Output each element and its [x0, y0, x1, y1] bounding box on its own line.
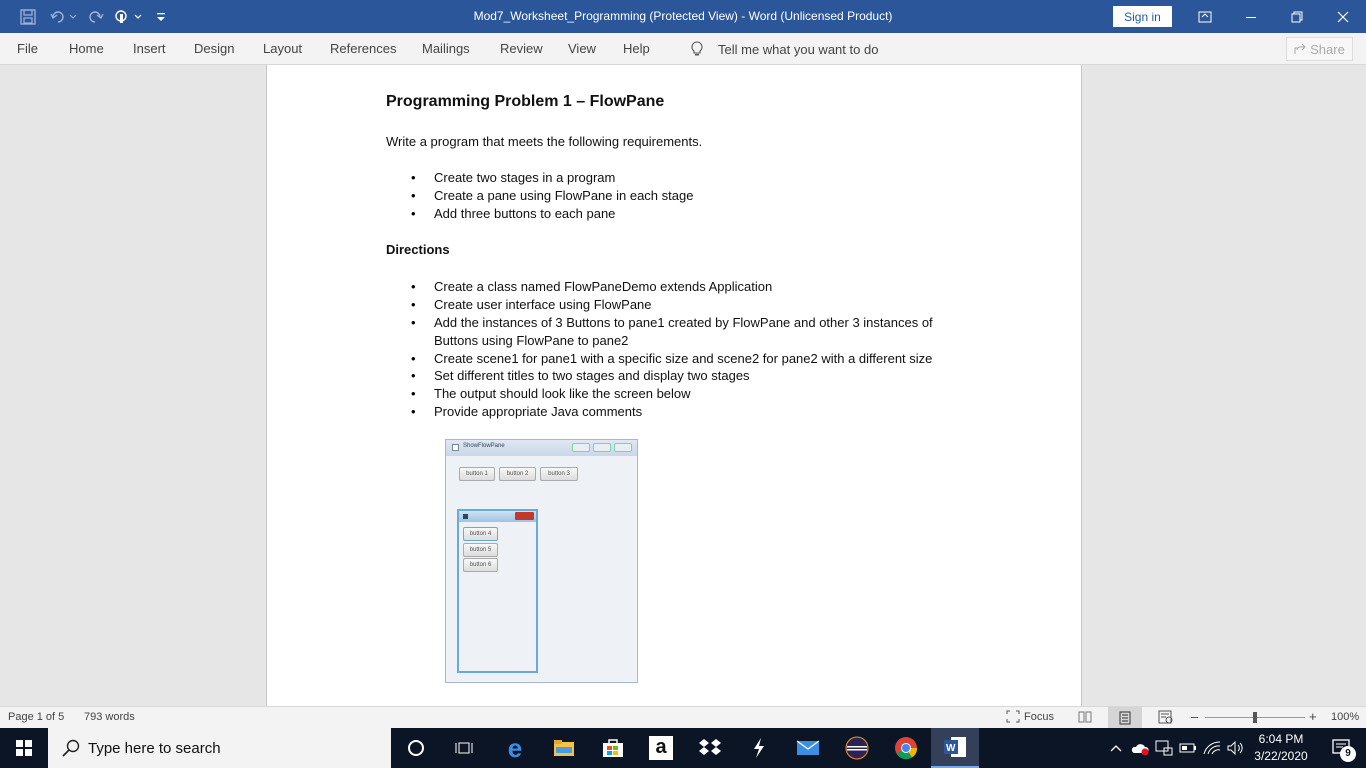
- svg-text:W: W: [946, 743, 956, 754]
- bullet-dot: •: [411, 315, 416, 330]
- java-button: button 3: [540, 467, 578, 481]
- tab-home[interactable]: Home: [69, 41, 104, 56]
- tab-view[interactable]: View: [568, 41, 596, 56]
- direction-item: Create a class named FlowPaneDemo extends Application: [434, 279, 773, 294]
- zoom-slider-thumb[interactable]: [1253, 712, 1257, 723]
- restore-icon[interactable]: [1274, 0, 1320, 33]
- focus-icon: [1006, 710, 1020, 723]
- tab-help[interactable]: Help: [623, 41, 650, 56]
- java-button: button 4: [463, 527, 498, 541]
- amazon-icon[interactable]: a: [637, 728, 685, 768]
- search-placeholder: Type here to search: [88, 739, 221, 757]
- bullet-dot: •: [411, 404, 416, 419]
- taskbar-search-box[interactable]: [48, 728, 391, 768]
- requirement-item: Add three buttons to each pane: [434, 206, 616, 221]
- document-canvas: [0, 65, 1366, 706]
- second-java-titlebar: [459, 511, 536, 522]
- zoom-in-button[interactable]: +: [1309, 709, 1317, 724]
- cortana-icon[interactable]: [392, 728, 440, 768]
- lightning-app-icon[interactable]: [735, 728, 783, 768]
- requirement-item: Create two stages in a program: [434, 170, 616, 185]
- task-view-icon[interactable]: [440, 728, 488, 768]
- lightbulb-icon: [690, 41, 712, 57]
- bullet-dot: •: [411, 170, 416, 185]
- java-button: button 6: [463, 558, 498, 572]
- tell-me-label: Tell me what you want to do: [718, 41, 879, 57]
- requirement-item: Create a pane using FlowPane in each stage: [434, 188, 694, 203]
- zoom-slider[interactable]: [1205, 717, 1305, 718]
- web-layout-icon[interactable]: [1158, 710, 1174, 724]
- tab-review[interactable]: Review: [500, 41, 543, 56]
- bullet-dot: •: [411, 188, 416, 203]
- notification-count-badge: 9: [1340, 746, 1356, 762]
- java-button: button 1: [459, 467, 495, 481]
- onedrive-icon[interactable]: [1128, 728, 1152, 768]
- tab-insert[interactable]: Insert: [133, 41, 166, 56]
- ribbon-tabs: [0, 33, 1366, 65]
- tab-file[interactable]: File: [17, 41, 38, 56]
- java-button: button 2: [499, 467, 536, 481]
- ribbon-display-options-icon[interactable]: [1182, 0, 1228, 33]
- direction-item: Create user interface using FlowPane: [434, 297, 652, 312]
- bullet-dot: •: [411, 206, 416, 221]
- java-window-titlebar: [446, 440, 637, 456]
- java-app-icon: [463, 514, 468, 519]
- java-maximize-icon: [593, 443, 611, 452]
- volume-icon[interactable]: [1224, 728, 1248, 768]
- page-count[interactable]: Page 1 of 5: [8, 711, 65, 723]
- direction-item: Add the instances of 3 Buttons to pane1 created by FlowPane and other 3 instances of: [434, 315, 933, 330]
- window-title: Mod7_Worksheet_Programming (Protected View) - Word (Unlicensed Product): [473, 9, 893, 23]
- java-button: button 5: [463, 543, 498, 557]
- close-icon[interactable]: [1320, 0, 1366, 33]
- minimize-icon[interactable]: [1228, 0, 1274, 33]
- document-heading: Programming Problem 1 – FlowPane: [386, 93, 665, 110]
- system-clock[interactable]: [1252, 731, 1310, 765]
- chrome-icon[interactable]: [882, 728, 930, 768]
- direction-item: The output should look like the screen below: [434, 386, 691, 401]
- tab-mailings[interactable]: Mailings: [422, 41, 470, 56]
- tab-layout[interactable]: Layout: [263, 41, 303, 56]
- directions-heading: Directions: [386, 242, 450, 257]
- word-count[interactable]: 793 words: [84, 711, 135, 723]
- clock-time: 6:04 PM: [1258, 732, 1304, 746]
- direction-item-continued: Buttons using FlowPane to pane2: [434, 333, 629, 348]
- java-app-icon: [452, 444, 459, 451]
- focus-button[interactable]: [1006, 710, 1054, 723]
- notifications-icon[interactable]: [1318, 728, 1366, 768]
- title-bar: [0, 0, 1366, 33]
- share-label: Share: [1310, 41, 1345, 57]
- document-page: [266, 65, 1082, 706]
- output-screenshot-image: [445, 439, 638, 683]
- share-icon: [1294, 43, 1306, 55]
- network-device-icon[interactable]: [1152, 728, 1176, 768]
- share-button[interactable]: [1286, 37, 1353, 61]
- microsoft-store-icon[interactable]: [589, 728, 637, 768]
- second-java-window: [457, 509, 538, 673]
- zoom-level[interactable]: 100%: [1331, 711, 1360, 723]
- search-icon: [62, 739, 80, 757]
- clock-date: 3/22/2020: [1254, 749, 1308, 763]
- wifi-icon[interactable]: [1200, 728, 1224, 768]
- java-close-icon: [614, 443, 632, 452]
- battery-icon[interactable]: [1176, 728, 1200, 768]
- file-explorer-icon[interactable]: [540, 728, 588, 768]
- focus-label: Focus: [1024, 710, 1054, 723]
- java-close-icon: [515, 512, 534, 520]
- bullet-dot: •: [411, 297, 416, 312]
- tab-references[interactable]: References: [330, 41, 397, 56]
- tell-me-search[interactable]: [690, 33, 878, 65]
- edge-browser-icon[interactable]: e: [507, 733, 523, 763]
- windows-start-icon[interactable]: [0, 728, 48, 768]
- eclipse-icon[interactable]: [833, 728, 881, 768]
- java-minimize-icon: [572, 443, 590, 452]
- bullet-dot: •: [411, 279, 416, 294]
- direction-item: Create scene1 for pane1 with a specific size and scene2 for pane2 with a different size: [434, 351, 933, 366]
- word-app-icon[interactable]: [931, 728, 979, 768]
- status-bar: [0, 706, 1366, 728]
- chevron-up-icon[interactable]: [1104, 728, 1128, 768]
- tab-design[interactable]: Design: [194, 41, 235, 56]
- windows-taskbar: [0, 728, 1366, 768]
- intro-paragraph: Write a program that meets the following requirements.: [386, 134, 703, 149]
- direction-item: Provide appropriate Java comments: [434, 404, 643, 419]
- zoom-out-button[interactable]: –: [1191, 709, 1199, 724]
- bullet-dot: •: [411, 351, 416, 366]
- java-window-title: ShowFlowPane: [463, 443, 505, 449]
- bullet-dot: •: [411, 368, 416, 383]
- dropbox-icon[interactable]: [686, 728, 734, 768]
- read-mode-icon[interactable]: [1078, 710, 1092, 724]
- direction-item: Set different titles to two stages and display two stages: [434, 368, 750, 383]
- sign-in-button[interactable]: Sign in: [1113, 6, 1172, 27]
- mail-icon[interactable]: [784, 728, 832, 768]
- bullet-dot: •: [411, 386, 416, 401]
- print-layout-icon[interactable]: [1108, 707, 1142, 728]
